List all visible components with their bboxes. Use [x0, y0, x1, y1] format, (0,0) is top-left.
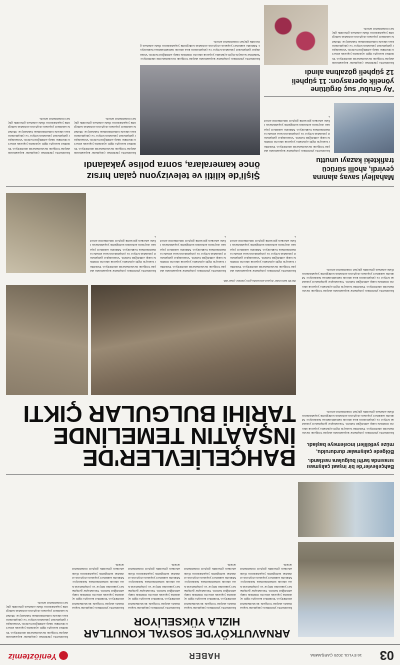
side-left-headline-2: çevirdi, aholli sürücü	[322, 164, 394, 174]
bottom-body-col-1: İstanbul'da yürütülen çalışmalar kapsamında ekipler bölgede incelemelerini sürdürüyor. Yetkililer konuyla ilgili açıklama yaparak sürecin titizlikle takip edildiğini belirtti. Vatandaşlar gelişmeleri yakından izliyor ve çalışmaların kısa sürede tamamlanması bekleniyor. Mahalle sakinleri yaşanan olayların ardından tedirginlik yaşadıklarını ifade ederken güvenlik güçleri önlemlerini artırdı.	[74, 116, 136, 155]
feature-body-col-1: İstanbul'da yürütülen çalışmalar kapsamında ekipler bölgede incelemelerini sürdürüyor. Yetkililer konuyla ilgili açıklama yaparak sürecin titizlikle takip edildiğini belirtti. Vatandaşlar gelişmeleri yakından izliyor ve çalışmaların kısa sürede tamamlanması bekleniyor. Mahalle sakinleri yaşanan olayların ardından tedirginlik yaşadıklarını ifade ederken güvenlik güçleri önlemlerini artırdı.	[230, 234, 296, 273]
bottom-body-col-3: İstanbul'da yürütülen çalışmalar kapsamında ekipler bölgede incelemelerini sürdürüyor. Yetkililer konuyla ilgili açıklama yaparak sürecin titizlikle takip edildiğini belirtti. Vatandaşlar gelişmeleri yakından izliyor ve çalışmaların kısa sürede tamamlanması bekleniyor. Mahalle sakinleri yaşanan olayların ardından tedirginlik yaşadıklarını ifade ederken güvenlik güçleri önlemlerini artırdı.	[140, 39, 260, 61]
side-right-body: İstanbul'da yürütülen çalışmalar kapsamında ekipler bölgede incelemelerini sürdürüyor. Yetkililer konuyla ilgili açıklama yaparak sürecin titizlikle takip edildiğini belirtti. Vatandaşlar gelişmeleri yakından izliyor ve çalışmaların kısa sürede tamamlanması bekleniyor. Mahalle sakinleri yaşanan olayların ardından tedirginlik yaşadıklarını ifade ederken güvenlik güçleri önlemlerini artırdı.	[332, 26, 394, 65]
divider	[6, 186, 394, 187]
feature-headline-line3: TARİHİ BULGULAR ÇIKTI	[23, 401, 296, 427]
feature-deck	[302, 441, 394, 469]
bottom-headline-line2: önce kameralara, sonra polise yakalandı	[83, 160, 260, 170]
lead-body-col-3: İstanbul'da yürütülen çalışmalar kapsamında ekipler bölgede incelemelerini sürdürüyor. Yetkililer konuyla ilgili açıklama yaparak sürecin titizlikle takip edildiğini belirtti. Vatandaşlar gelişmeleri yakından izliyor ve çalışmaların kısa sürede tamamlanması bekleniyor. Mahalle sakinleri yaşanan olayların ardından tedirginlik yaşadıklarını ifade ederken güvenlik güçleri önlemlerini artırdı.	[128, 563, 180, 610]
feature-body-col-3: İstanbul'da yürütülen çalışmalar kapsamında ekipler bölgede incelemelerini sürdürüyor. Yetkililer konuyla ilgili açıklama yaparak sürecin titizlikle takip edildiğini belirtti. Vatandaşlar gelişmeleri yakından izliyor ve çalışmaların kısa sürede tamamlanması bekleniyor. Mahalle sakinleri yaşanan olayların ardından tedirginlik yaşadıklarını ifade ederken güvenlik güçleri önlemlerini artırdı.	[90, 234, 156, 273]
side-left-headline-1: Mahalleyi savaş alanına	[312, 173, 394, 182]
feature-headline-line1: BAHÇELİEVLER'DE	[82, 445, 296, 471]
feature-headline-line2: İNŞAATIN TEMELİNDE	[53, 423, 296, 449]
masthead-bar	[0, 644, 400, 665]
feature-photo-3	[6, 193, 86, 273]
bottom-body-col-2: İstanbul'da yürütülen çalışmalar kapsamında ekipler bölgede incelemelerini sürdürüyor. Yetkililer konuyla ilgili açıklama yaparak sürecin titizlikle takip edildiğini belirtti. Vatandaşlar gelişmeleri yakından izliyor ve çalışmaların kısa sürede tamamlanması bekleniyor. Mahalle sakinleri yaşanan olayların ardından tedirginlik yaşadıklarını ifade ederken güvenlik güçleri önlemlerini artırdı.	[8, 116, 70, 155]
bottom-photo	[140, 65, 260, 155]
side-left-headline-3: trafikteki kazayı unuttu	[316, 156, 394, 166]
feature-deck-2: Bölgede çalışmalar durduruldu, müze yetkilileri incelemeye başladı.	[306, 441, 394, 454]
section-label: HABER	[188, 651, 220, 660]
side-story-right	[264, 3, 394, 93]
side-story-left	[264, 101, 394, 181]
feature-photo-caption: Tarihi kalıntılar inşaat alanında gün yüzüne çıkarıldı.	[222, 279, 296, 283]
side-right-photo	[264, 5, 328, 65]
lead-headline: ARNAVUTKÖY'DE SOSYAL KONUTLAR HIZLA YÜKSELİYOR	[83, 615, 291, 639]
bottom-headline-line1: Şişli'de kilitli ve televizyonu çalan hırsız	[86, 171, 260, 181]
divider	[6, 474, 394, 475]
side-left-photo	[334, 103, 394, 153]
side-right-headline-3: 12 şüpheli gözaltına alındı	[304, 68, 394, 78]
side-right-headline-1: 'Ay Grubu' suç örgütüne	[310, 85, 394, 94]
lead-body-col-1: İstanbul'da yürütülen çalışmalar kapsamında ekipler bölgede incelemelerini sürdürüyor. Yetkililer konuyla ilgili açıklama yaparak sürecin titizlikle takip edildiğini belirtti. Vatandaşlar gelişmeleri yakından izliyor ve çalışmaların kısa sürede tamamlanması bekleniyor. Mahalle sakinleri yaşanan olayların ardından tedirginlik yaşadıklarını ifade ederken güvenlik güçleri önlemlerini artırdı.	[240, 563, 292, 610]
lead-photo-2	[298, 482, 394, 537]
feature-body-col-2: İstanbul'da yürütülen çalışmalar kapsamında ekipler bölgede incelemelerini sürdürüyor. Yetkililer konuyla ilgili açıklama yaparak sürecin titizlikle takip edildiğini belirtti. Vatandaşlar gelişmeleri yakından izliyor ve çalışmaların kısa sürede tamamlanması bekleniyor. Mahalle sakinleri yaşanan olayların ardından tedirginlik yaşadıklarını ifade ederken güvenlik güçleri önlemlerini artırdı.	[160, 234, 226, 273]
lead-body-col-4: İstanbul'da yürütülen çalışmalar kapsamında ekipler bölgede incelemelerini sürdürüyor. Yetkililer konuyla ilgili açıklama yaparak sürecin titizlikle takip edildiğini belirtti. Vatandaşlar gelişmeleri yakından izliyor ve çalışmaların kısa sürede tamamlanması bekleniyor. Mahalle sakinleri yaşanan olayların ardından tedirginlik yaşadıklarını ifade ederken güvenlik güçleri önlemlerini artırdı.	[72, 563, 124, 610]
feature-deck-1: Bahçelievler'de bir inşaat çalışması sırasında tarihi bulgulara rastlandı.	[306, 456, 394, 469]
feature-body-col-left: İstanbul'da yürütülen çalışmalar kapsamında ekipler bölgede incelemelerini sürdürüyor. Yetkililer konuyla ilgili açıklama yaparak sürecin titizlikle takip edildiğini belirtti. Vatandaşlar gelişmeleri yakından izliyor ve çalışmaların kısa sürede tamamlanması bekleniyor. Mahalle sakinleri yaşanan olayların ardından tedirginlik yaşadıklarını ifade ederken güvenlik güçleri önlemlerini artırdı.	[302, 409, 394, 435]
bottom-story	[6, 5, 260, 181]
lead-intro-column: İstanbul'da yürütülen çalışmalar kapsamında ekipler bölgede incelemelerini sürdürüyor. Yetkililer konuyla ilgili açıklama yaparak sürecin titizlikle takip edildiğini belirtti. Vatandaşlar gelişmeleri yakından izliyor ve çalışmaların kısa sürede tamamlanması bekleniyor. Mahalle sakinleri yaşanan olayların ardından tedirginlik yaşadıklarını ifade ederken güvenlik güçleri önlemlerini artırdı.	[6, 600, 68, 639]
feature-photo	[91, 285, 296, 395]
side-right-headline-2: yönelik operasyon: 11 şüpheli	[291, 76, 394, 86]
feature-body-col-left-2: İstanbul'da yürütülen çalışmalar kapsamında ekipler bölgede incelemelerini sürdürüyor. Yetkililer konuyla ilgili açıklama yaparak sürecin titizlikle takip edildiğini belirtti. Vatandaşlar gelişmeleri yakından izliyor ve çalışmaların kısa sürede tamamlanması bekleniyor. Mahalle sakinleri yaşanan olayların ardından tedirginlik yaşadıklarını ifade ederken güvenlik güçleri önlemlerini artırdı.	[302, 267, 394, 293]
lead-photo	[298, 542, 394, 637]
feature-photo-2	[6, 285, 88, 395]
logo-text: Yeniöztemiz	[8, 652, 57, 662]
logo-mark-icon	[59, 651, 68, 660]
side-left-body: İstanbul'da yürütülen çalışmalar kapsamında ekipler bölgede incelemelerini sürdürüyor. Yetkililer konuyla ilgili açıklama yaparak sürecin titizlikle takip edildiğini belirtti. Vatandaşlar gelişmeleri yakından izliyor ve çalışmaların kısa sürede tamamlanması bekleniyor. Mahalle sakinleri yaşanan olayların ardından tedirginlik yaşadıklarını ifade ederken güvenlik güçleri önlemlerini artırdı.	[264, 114, 330, 153]
masthead-date: 16 EYLÜL 2020 ÇARŞAMBA	[310, 653, 362, 658]
masthead-logo	[6, 649, 68, 662]
page-number: 03	[379, 648, 394, 663]
lead-body-col-2: İstanbul'da yürütülen çalışmalar kapsamında ekipler bölgede incelemelerini sürdürüyor. Yetkililer konuyla ilgili açıklama yaparak sürecin titizlikle takip edildiğini belirtti. Vatandaşlar gelişmeleri yakından izliyor ve çalışmaların kısa sürede tamamlanması bekleniyor. Mahalle sakinleri yaşanan olayların ardından tedirginlik yaşadıklarını ifade ederken güvenlik güçleri önlemlerini artırdı.	[184, 563, 236, 610]
divider	[264, 96, 394, 97]
